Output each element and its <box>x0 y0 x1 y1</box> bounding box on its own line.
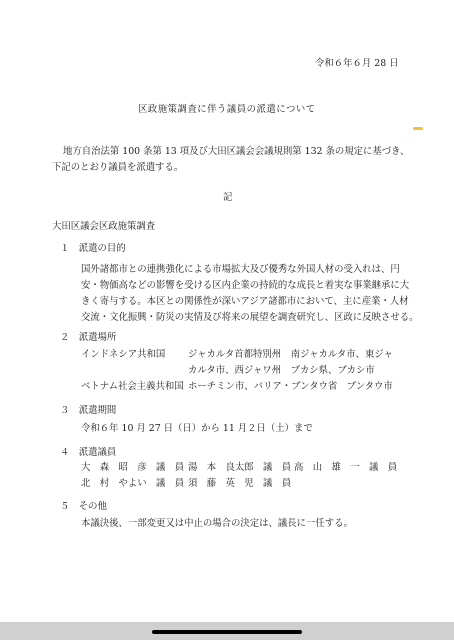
section1-line-2: 安・物価高などの影響を受ける区内企業の持続的な成長と着実な事業継承に大 <box>81 280 410 291</box>
member-3: 高 山 雄 一 議 員 <box>294 462 398 473</box>
cities-indonesia-line-2: カルタ市、西ジャワ州 ブカシ県、ブカシ市 <box>188 365 375 376</box>
member-4: 北 村 やよい 議 員 <box>81 478 185 489</box>
section2-heading: ２ 派遣場所 <box>60 332 117 343</box>
section3-heading: ３ 派遣期間 <box>60 405 117 416</box>
section5-heading: ５ その他 <box>60 501 107 512</box>
cities-indonesia-line-1: ジャカルタ首都特別州 南ジャカルタ市、東ジャ <box>188 349 393 360</box>
country-vietnam: ベトナム社会主義共和国 <box>81 381 184 392</box>
document-date: 令和６年６月 28 日 <box>315 58 399 69</box>
section5-line: 本議決後、一部変更又は中止の場合の決定は、議長に一任する。 <box>81 518 353 529</box>
country-indonesia: インドネシア共和国 <box>81 349 166 360</box>
ki-label: 記 <box>223 192 233 203</box>
section1-line-3: きく寄与する。本区との関係性が深いアジア諸都市において、主に産業・人材 <box>81 296 409 307</box>
subject: 大田区議会区政施策調査 <box>52 221 156 232</box>
cities-vietnam: ホーチミン市、バリア・ブンタウ省 ブンタウ市 <box>188 381 393 392</box>
member-1: 大 森 昭 彦 議 員 <box>81 462 185 473</box>
dispatch-period: 令和６年 10 月 27 日（日）から 11 月２日（土）まで <box>81 423 313 434</box>
document-title: 区政施策調査に伴う議員の派遣について <box>138 104 316 115</box>
section4-heading: ４ 派遣議員 <box>60 447 117 458</box>
section1-line-1: 国外諸都市との連携強化による市場拡大及び優秀な外国人材の受入れは、円 <box>81 264 400 275</box>
intro-line-2: 下記のとおり議員を派遣する。 <box>52 162 184 173</box>
section1-heading: １ 派遣の目的 <box>60 243 126 254</box>
member-2: 湯 本 良太郎 議 員 <box>188 462 292 473</box>
highlight-mark <box>413 127 423 130</box>
intro-line-1: 地方自治法第 100 条第 13 項及び大田区議会会議規則第 132 条の規定に基づき、 <box>63 146 410 157</box>
home-indicator[interactable] <box>152 630 302 634</box>
section1-line-4: 交流・文化振興・防災の実情及び将来の展望を調査研究し、区政に反映させる。 <box>81 312 419 323</box>
member-5: 須 藤 英 児 議 員 <box>188 478 292 489</box>
